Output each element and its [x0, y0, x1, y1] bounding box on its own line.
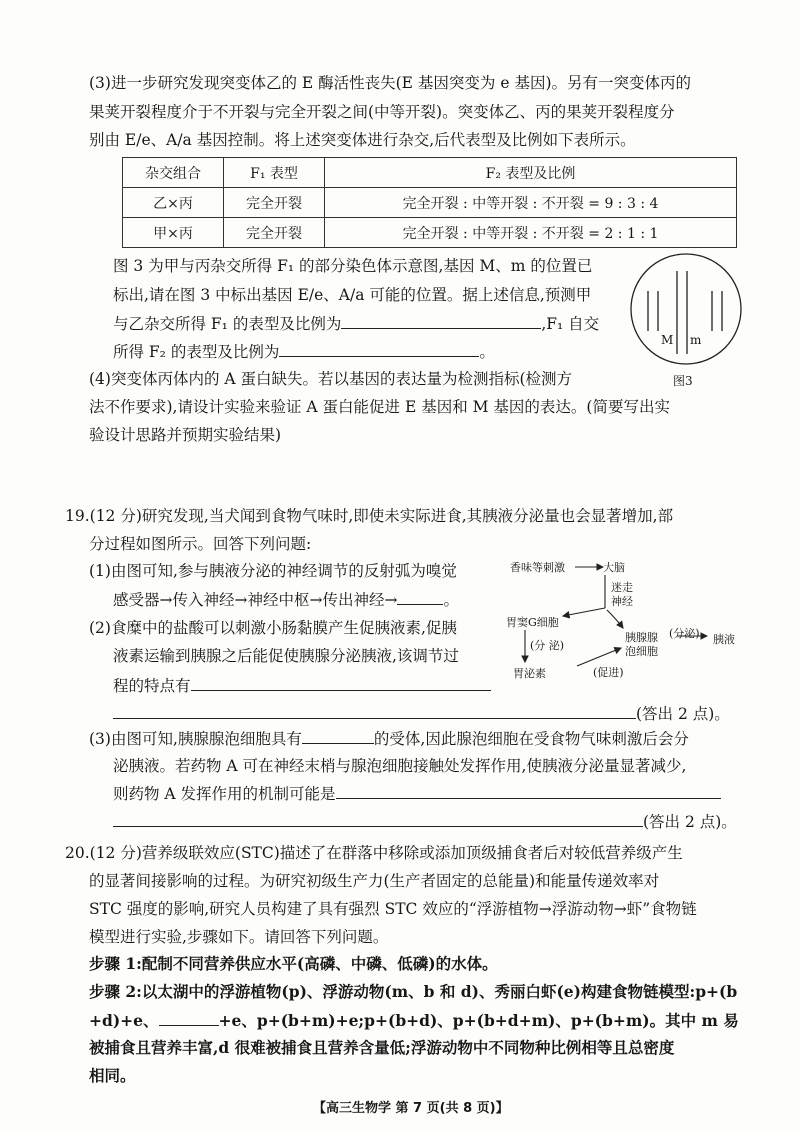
- diagram-vagus-2: 神经: [611, 595, 633, 608]
- q19-p3-line4: [113, 810, 737, 833]
- q19-p3-line2: 泌胰液。若药物 A 可在神经末梢与腺泡细胞接触处发挥作用,使胰液分泌量显著减少,: [113, 757, 687, 775]
- q18-fig-line1: 图 3 为甲与丙杂交所得 F₁ 的部分染色体示意图,基因 M、m 的位置已: [113, 257, 593, 275]
- page-footer: 【高三生物学 第 7 页(共 8 页)】: [313, 1101, 509, 1116]
- q18-p3-line2: 果荚开裂程度介于不开裂与完全开裂之间(中等开裂)。突变体乙、丙的果荚开裂程度分: [89, 103, 675, 121]
- table-header: 杂交组合: [123, 158, 224, 188]
- q20-step2-line2: [89, 1009, 739, 1032]
- chromosome-figure: [628, 251, 744, 371]
- table-cell: 完全开裂: [224, 188, 325, 218]
- gene-M-label: M: [661, 333, 674, 347]
- text-segment: 与乙杂交所得 F₁ 的表型及比例为: [113, 315, 342, 333]
- q18-p4-line1: (4)突变体丙体内的 A 蛋白缺失。若以基因的表达量为检测指标(检测方: [89, 370, 573, 388]
- answer-blank[interactable]: [279, 340, 479, 357]
- table-row: [123, 188, 737, 218]
- q18-p4-line3: 验设计思路并预期实验结果): [89, 426, 282, 444]
- arrow-to-g-cell: [563, 608, 605, 616]
- table-cell: 乙×丙: [123, 188, 224, 218]
- q18-p3-line3: 别由 E/e、A/a 基因控制。将上述突变体进行杂交,后代表型及比例如下表所示。: [89, 131, 636, 149]
- q19-intro-line1: 19.(12 分)研究发现,当犬闻到食物气味时,即使未实际进食,其胰液分泌量也会显著增加,部: [65, 507, 674, 525]
- gene-m-label: m: [690, 333, 702, 347]
- q20-line4: 模型进行实验,步骤如下。请回答下列问题。: [89, 928, 389, 946]
- diagram-juice: 胰液: [713, 633, 735, 646]
- q20-step2-line4: 相同。: [89, 1066, 136, 1085]
- text-segment: +e、p+(b+m)+e;p+(b+d)、p+(b+d+m)、p+(b+m)。其中 m 易: [218, 1011, 739, 1030]
- diagram-pancreas-2: 泡细胞: [625, 645, 658, 658]
- table-cell: 甲×丙: [123, 218, 224, 248]
- text-segment: +d)+e、: [89, 1011, 159, 1030]
- table-header: F₁ 表型: [224, 158, 325, 188]
- text-segment: 则药物 A 发挥作用的机制可能是: [113, 785, 336, 803]
- figure-caption: 图3: [673, 374, 693, 388]
- q20-step1: 步骤 1:配制不同营养供应水平(高磷、中磷、低磷)的水体。: [89, 954, 498, 973]
- text-segment: 程的特点有: [113, 677, 191, 695]
- table-row: [123, 218, 737, 248]
- answer-blank[interactable]: [191, 674, 491, 691]
- q18-fig-line4: [113, 340, 495, 363]
- cross-result-table: [122, 157, 737, 248]
- table-cell: 完全开裂 : 中等开裂 : 不开裂 = 9 : 3 : 4: [325, 188, 737, 218]
- table-cell: 完全开裂: [224, 218, 325, 248]
- diagram-secrete-left: (分 泌): [530, 639, 565, 652]
- text-segment: ,F₁ 自交: [541, 315, 600, 333]
- diagram-promote: (促进): [593, 666, 624, 679]
- q20-line3: STC 强度的影响,研究人员构建了具有强烈 STC 效应的“浮游植物→浮游动物→虾”食物链: [89, 900, 697, 918]
- answer-blank[interactable]: [113, 702, 636, 719]
- table-header-row: [123, 158, 737, 188]
- diagram-gastrin: 胃泌素: [513, 667, 546, 680]
- diagram-vagus-1: 迷走: [611, 581, 633, 594]
- text-segment: 感受器→传入神经→神经中枢→传出神经→: [113, 591, 398, 609]
- q19-p2-line3: [113, 674, 491, 697]
- table-cell: 完全开裂 : 中等开裂 : 不开裂 = 2 : 1 : 1: [325, 218, 737, 248]
- q18-fig-line3: [113, 312, 599, 335]
- q19-intro-line2: 分过程如图所示。回答下列问题:: [89, 535, 312, 553]
- text-segment: (3)由图可知,胰腺腺泡细胞具有: [89, 730, 302, 748]
- arrow-to-pancreas: [607, 610, 623, 628]
- q19-p2-line2: 液素运输到胰腺之后能促使胰腺分泌胰液,该调节过: [113, 647, 459, 665]
- q20-step2-line3: 被捕食且营养丰富,d 很难被捕食且营养含量低;浮游动物中不同物种比例相等且总密度: [89, 1038, 675, 1057]
- q19-p1-line1: (1)由图可知,参与胰液分泌的神经调节的反射弧为嗅觉: [89, 562, 457, 580]
- text-segment: (答出 2 点)。: [643, 813, 737, 831]
- q19-p2-line1: (2)食糜中的盐酸可以刺激小肠黏膜产生促胰液素,促胰: [89, 619, 457, 637]
- text-segment: 的受体,因此腺泡细胞在受食物气味刺激后会分: [373, 730, 689, 748]
- q20-line1: 20.(12 分)营养级联效应(STC)描述了在群落中移除或添加顶级捕食者后对较低营养级产生: [65, 844, 683, 862]
- answer-blank[interactable]: [113, 810, 643, 827]
- q20-step2-line1: 步骤 2:以太湖中的浮游植物(p)、浮游动物(m、b 和 d)、秀丽白虾(e)构建食物链模型:p+(b: [89, 982, 738, 1001]
- diagram-stimulus: 香味等刺激: [510, 561, 565, 574]
- table-header: F₂ 表型及比例: [325, 158, 737, 188]
- answer-blank[interactable]: [397, 588, 443, 605]
- q20-line2: 的显著间接影响的过程。为研究初级生产力(生产者固定的总能量)和能量传递效率对: [89, 872, 660, 890]
- q18-fig-line2: 标出,请在图 3 中标出基因 E/e、A/a 可能的位置。据上述信息,预测甲: [113, 286, 592, 304]
- text-segment: (答出 2 点)。: [636, 705, 730, 723]
- q19-p3-line1: [89, 727, 689, 750]
- diagram-secrete-right: (分泌): [669, 627, 700, 640]
- text-segment: 所得 F₂ 的表型及比例为: [113, 343, 280, 361]
- q18-p3-line1: (3)进一步研究发现突变体乙的 E 酶活性丧失(E 基因突变为 e 基因)。另有一突变体丙的: [89, 74, 691, 92]
- q19-p3-line3: [113, 782, 721, 805]
- q18-p4-line2: 法不作要求),请设计实验来验证 A 蛋白能促进 E 基因和 M 基因的表达。(简要写出实: [89, 398, 670, 416]
- q19-p2-line4: [113, 702, 730, 725]
- answer-blank[interactable]: [302, 727, 374, 744]
- diagram-brain: 大脑: [603, 561, 625, 574]
- diagram-pancreas-1: 胰腺腺: [625, 631, 658, 644]
- text-segment: 。: [479, 343, 495, 361]
- answer-blank[interactable]: [341, 312, 541, 329]
- diagram-g-cell: 胃窦G细胞: [506, 616, 559, 629]
- text-segment: 。: [443, 591, 459, 609]
- answer-blank[interactable]: [336, 782, 721, 799]
- q19-p1-line2: [113, 588, 459, 611]
- answer-blank[interactable]: [159, 1009, 219, 1026]
